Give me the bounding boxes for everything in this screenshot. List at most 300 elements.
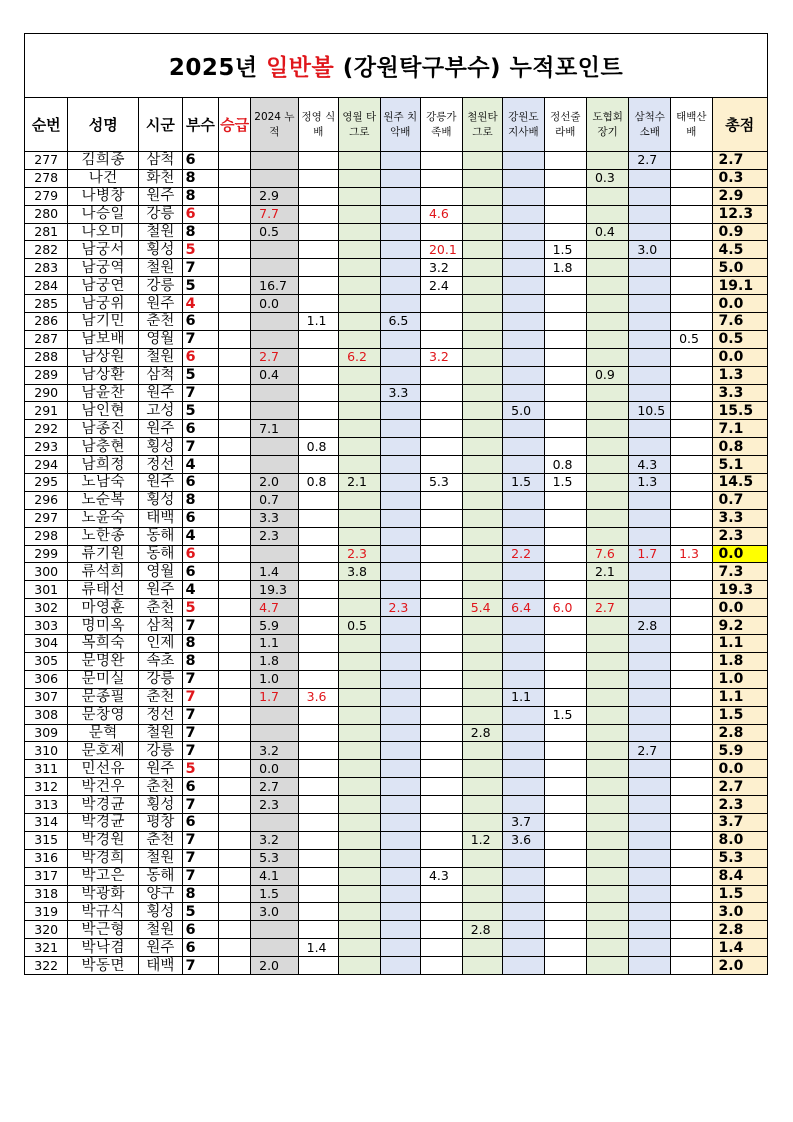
point-cell: [380, 527, 420, 545]
point-cell: [298, 563, 338, 581]
promotion-cell: [219, 921, 251, 939]
division: 4: [182, 581, 219, 599]
point-cell: [586, 706, 628, 724]
point-cell: [380, 885, 420, 903]
city: 태백: [139, 957, 182, 975]
point-cell: [629, 670, 671, 688]
city: 삼척: [139, 366, 182, 384]
point-cell: [462, 384, 502, 402]
point-cell: [420, 939, 462, 957]
promotion-cell: [219, 867, 251, 885]
point-cell: [298, 670, 338, 688]
player-name: 문종필: [68, 688, 139, 706]
table-row: [25, 581, 768, 599]
point-cell: [544, 348, 586, 366]
point-cell: [671, 205, 712, 223]
point-cell: [298, 903, 338, 921]
point-cell: 1.2: [462, 831, 502, 849]
point-cell: [586, 277, 628, 295]
point-cell: [544, 223, 586, 241]
point-cell: 3.0: [251, 903, 299, 921]
point-cell: 2.2: [503, 545, 544, 563]
table-row: [25, 152, 768, 170]
point-cell: [420, 223, 462, 241]
player-name: 나오미: [68, 223, 139, 241]
point-cell: [629, 223, 671, 241]
point-cell: [629, 939, 671, 957]
point-cell: [298, 599, 338, 617]
row-number: 291: [25, 402, 68, 420]
total-score: 15.5: [712, 402, 767, 420]
point-cell: 1.7: [629, 545, 671, 563]
point-cell: [339, 223, 380, 241]
point-cell: [298, 348, 338, 366]
table-row: [25, 402, 768, 420]
point-cell: 0.0: [251, 760, 299, 778]
point-cell: [586, 152, 628, 170]
total-score: 2.3: [712, 796, 767, 814]
point-cell: [339, 831, 380, 849]
point-cell: [503, 187, 544, 205]
point-cell: [462, 474, 502, 492]
point-cell: [503, 509, 544, 527]
city: 횡성: [139, 903, 182, 921]
player-name: 나승일: [68, 205, 139, 223]
point-cell: [380, 617, 420, 635]
point-cell: [462, 438, 502, 456]
city: 원주: [139, 760, 182, 778]
point-cell: [462, 652, 502, 670]
total-score: 7.1: [712, 420, 767, 438]
table-row: [25, 366, 768, 384]
point-cell: [462, 509, 502, 527]
point-cell: [420, 509, 462, 527]
city: 철원: [139, 348, 182, 366]
table-row: [25, 509, 768, 527]
point-cell: [339, 366, 380, 384]
promotion-cell: [219, 384, 251, 402]
table-row: [25, 241, 768, 259]
division: 5: [182, 903, 219, 921]
point-cell: [298, 921, 338, 939]
point-cell: 4.7: [251, 599, 299, 617]
point-cell: [380, 921, 420, 939]
city: 평창: [139, 813, 182, 831]
player-name: 나건: [68, 169, 139, 187]
row-number: 303: [25, 617, 68, 635]
city: 춘천: [139, 831, 182, 849]
promotion-cell: [219, 885, 251, 903]
point-cell: 16.7: [251, 277, 299, 295]
point-cell: [586, 957, 628, 975]
point-cell: [339, 724, 380, 742]
point-cell: 0.4: [251, 366, 299, 384]
division: 7: [182, 849, 219, 867]
point-cell: [420, 724, 462, 742]
table-row: [25, 527, 768, 545]
point-cell: [339, 885, 380, 903]
point-cell: [503, 348, 544, 366]
table-row: [25, 706, 768, 724]
point-cell: [503, 491, 544, 509]
point-cell: [503, 295, 544, 313]
point-cell: [462, 169, 502, 187]
header-taebaek: 태백산 배: [671, 98, 712, 152]
point-cell: [298, 241, 338, 259]
total-score: 0.3: [712, 169, 767, 187]
table-row: [25, 187, 768, 205]
point-cell: [420, 706, 462, 724]
city: 동해: [139, 527, 182, 545]
row-number: 299: [25, 545, 68, 563]
city: 춘천: [139, 313, 182, 331]
point-cell: [251, 921, 299, 939]
point-cell: [298, 187, 338, 205]
point-cell: [339, 384, 380, 402]
point-cell: [339, 599, 380, 617]
point-cell: 6.4: [503, 599, 544, 617]
promotion-cell: [219, 223, 251, 241]
point-cell: [339, 456, 380, 474]
point-cell: [671, 706, 712, 724]
header-gangneung: 강릉가 족배: [420, 98, 462, 152]
point-cell: [586, 867, 628, 885]
row-number: 302: [25, 599, 68, 617]
point-cell: [339, 760, 380, 778]
point-cell: [298, 259, 338, 277]
header-governor: 강원도 지사배: [503, 98, 544, 152]
point-cell: [586, 796, 628, 814]
point-cell: [671, 527, 712, 545]
point-cell: [420, 957, 462, 975]
point-cell: [462, 939, 502, 957]
total-score: 2.3: [712, 527, 767, 545]
point-cell: [586, 187, 628, 205]
point-cell: [251, 939, 299, 957]
point-cell: [671, 474, 712, 492]
point-cell: [420, 778, 462, 796]
point-cell: [462, 617, 502, 635]
point-cell: [629, 384, 671, 402]
player-name: 목희숙: [68, 635, 139, 653]
point-cell: [380, 939, 420, 957]
division: 8: [182, 169, 219, 187]
point-cell: [503, 366, 544, 384]
point-cell: [298, 277, 338, 295]
total-score: 5.1: [712, 456, 767, 474]
player-name: 박낙겸: [68, 939, 139, 957]
point-cell: 1.0: [251, 670, 299, 688]
point-cell: [671, 241, 712, 259]
point-cell: [671, 348, 712, 366]
division: 7: [182, 438, 219, 456]
point-cell: 2.3: [251, 796, 299, 814]
point-cell: [251, 313, 299, 331]
point-cell: [420, 438, 462, 456]
point-cell: [544, 796, 586, 814]
point-cell: [462, 957, 502, 975]
city: 횡성: [139, 491, 182, 509]
point-cell: [544, 778, 586, 796]
point-cell: [339, 688, 380, 706]
point-cell: [251, 241, 299, 259]
point-cell: [503, 456, 544, 474]
point-cell: [420, 295, 462, 313]
table-row: [25, 849, 768, 867]
point-cell: [251, 813, 299, 831]
point-cell: [298, 831, 338, 849]
point-cell: [503, 867, 544, 885]
point-cell: [629, 563, 671, 581]
division: 7: [182, 796, 219, 814]
total-score: 1.1: [712, 635, 767, 653]
division: 5: [182, 760, 219, 778]
point-cell: 1.5: [544, 474, 586, 492]
player-name: 남기민: [68, 313, 139, 331]
point-cell: [251, 706, 299, 724]
point-cell: [380, 778, 420, 796]
total-score: 2.8: [712, 724, 767, 742]
point-cell: [503, 796, 544, 814]
row-number: 285: [25, 295, 68, 313]
point-cell: [671, 885, 712, 903]
point-cell: [298, 885, 338, 903]
point-cell: [671, 813, 712, 831]
point-cell: [380, 438, 420, 456]
point-cell: [339, 509, 380, 527]
point-cell: 0.5: [339, 617, 380, 635]
point-cell: [420, 456, 462, 474]
point-cell: [298, 581, 338, 599]
player-name: 남윤찬: [68, 384, 139, 402]
point-cell: [544, 563, 586, 581]
point-cell: [298, 760, 338, 778]
division: 8: [182, 223, 219, 241]
point-cell: [380, 724, 420, 742]
point-cell: [339, 796, 380, 814]
point-cell: 2.0: [251, 957, 299, 975]
point-cell: 3.2: [251, 831, 299, 849]
point-cell: [339, 313, 380, 331]
promotion-cell: [219, 295, 251, 313]
point-cell: [251, 259, 299, 277]
header-division: 부수: [182, 98, 219, 152]
point-cell: [586, 205, 628, 223]
point-cell: [339, 849, 380, 867]
table-row: [25, 939, 768, 957]
point-cell: [503, 849, 544, 867]
point-cell: [503, 903, 544, 921]
point-cell: [462, 456, 502, 474]
division: 6: [182, 563, 219, 581]
point-cell: [586, 295, 628, 313]
point-cell: [462, 867, 502, 885]
row-number: 311: [25, 760, 68, 778]
point-cell: [503, 152, 544, 170]
promotion-cell: [219, 939, 251, 957]
point-cell: [671, 384, 712, 402]
point-cell: [586, 438, 628, 456]
point-cell: [298, 366, 338, 384]
city: 원주: [139, 939, 182, 957]
city: 횡성: [139, 438, 182, 456]
promotion-cell: [219, 706, 251, 724]
point-cell: [462, 420, 502, 438]
player-name: 마영훈: [68, 599, 139, 617]
point-cell: [629, 831, 671, 849]
point-cell: [671, 599, 712, 617]
player-name: 문명완: [68, 652, 139, 670]
point-cell: 2.7: [629, 742, 671, 760]
point-cell: [462, 313, 502, 331]
point-cell: 1.5: [251, 885, 299, 903]
point-cell: [420, 187, 462, 205]
division: 7: [182, 384, 219, 402]
point-cell: [420, 420, 462, 438]
player-name: 남궁위: [68, 295, 139, 313]
row-number: 319: [25, 903, 68, 921]
point-cell: [462, 187, 502, 205]
city: 원주: [139, 295, 182, 313]
row-number: 307: [25, 688, 68, 706]
point-cell: [298, 867, 338, 885]
point-cell: [544, 330, 586, 348]
point-cell: [251, 724, 299, 742]
city: 철원: [139, 724, 182, 742]
promotion-cell: [219, 670, 251, 688]
point-cell: [586, 456, 628, 474]
row-number: 300: [25, 563, 68, 581]
point-cell: [544, 813, 586, 831]
point-cell: [380, 563, 420, 581]
point-cell: [586, 509, 628, 527]
point-cell: [251, 456, 299, 474]
point-cell: [544, 635, 586, 653]
point-cell: [671, 187, 712, 205]
point-cell: [503, 384, 544, 402]
table-row: [25, 456, 768, 474]
point-cell: [629, 491, 671, 509]
table-row: [25, 760, 768, 778]
player-name: 노순복: [68, 491, 139, 509]
point-cell: [462, 330, 502, 348]
point-cell: [586, 760, 628, 778]
player-name: 문미실: [68, 670, 139, 688]
division: 5: [182, 402, 219, 420]
table-row: [25, 169, 768, 187]
point-cell: [380, 581, 420, 599]
point-cell: [586, 241, 628, 259]
point-cell: 0.3: [586, 169, 628, 187]
city: 횡성: [139, 796, 182, 814]
promotion-cell: [219, 742, 251, 760]
point-cell: [298, 456, 338, 474]
promotion-cell: [219, 724, 251, 742]
promotion-cell: [219, 635, 251, 653]
point-cell: [503, 652, 544, 670]
point-cell: 0.8: [298, 474, 338, 492]
point-cell: [380, 474, 420, 492]
table-row: [25, 670, 768, 688]
point-cell: [586, 420, 628, 438]
division: 4: [182, 527, 219, 545]
total-score: 1.5: [712, 885, 767, 903]
row-number: 284: [25, 277, 68, 295]
point-cell: [380, 760, 420, 778]
point-cell: 0.5: [251, 223, 299, 241]
point-cell: 1.1: [298, 313, 338, 331]
point-cell: [339, 438, 380, 456]
point-cell: [629, 277, 671, 295]
point-cell: 0.5: [671, 330, 712, 348]
city: 철원: [139, 921, 182, 939]
point-cell: [503, 313, 544, 331]
point-cell: [671, 509, 712, 527]
point-cell: [462, 348, 502, 366]
city: 원주: [139, 384, 182, 402]
point-cell: 3.2: [420, 259, 462, 277]
point-cell: [629, 330, 671, 348]
total-score: 4.5: [712, 241, 767, 259]
point-cell: [586, 527, 628, 545]
point-cell: [629, 438, 671, 456]
point-cell: [629, 366, 671, 384]
point-cell: 1.5: [544, 706, 586, 724]
table-row: [25, 867, 768, 885]
total-score: 1.0: [712, 670, 767, 688]
row-number: 313: [25, 796, 68, 814]
promotion-cell: [219, 474, 251, 492]
point-cell: 19.3: [251, 581, 299, 599]
point-cell: [503, 581, 544, 599]
promotion-cell: [219, 796, 251, 814]
point-cell: [298, 742, 338, 760]
table-row: [25, 277, 768, 295]
point-cell: [586, 402, 628, 420]
point-cell: [671, 742, 712, 760]
point-cell: [420, 903, 462, 921]
point-cell: [503, 760, 544, 778]
total-score: 5.0: [712, 259, 767, 277]
point-cell: [339, 742, 380, 760]
row-number: 301: [25, 581, 68, 599]
city: 인제: [139, 635, 182, 653]
total-score: 1.8: [712, 652, 767, 670]
table-row: [25, 921, 768, 939]
point-cell: [380, 348, 420, 366]
city: 속초: [139, 652, 182, 670]
total-score: 7.3: [712, 563, 767, 581]
point-cell: [629, 313, 671, 331]
point-cell: [339, 402, 380, 420]
point-cell: [420, 563, 462, 581]
player-name: 박근형: [68, 921, 139, 939]
player-name: 문창영: [68, 706, 139, 724]
promotion-cell: [219, 527, 251, 545]
point-cell: [586, 724, 628, 742]
city: 춘천: [139, 688, 182, 706]
division: 6: [182, 509, 219, 527]
row-number: 282: [25, 241, 68, 259]
promotion-cell: [219, 652, 251, 670]
point-cell: 3.2: [251, 742, 299, 760]
point-cell: [671, 259, 712, 277]
point-cell: [462, 295, 502, 313]
promotion-cell: [219, 330, 251, 348]
point-cell: [544, 849, 586, 867]
row-number: 279: [25, 187, 68, 205]
header-2024: 2024 누적: [251, 98, 299, 152]
